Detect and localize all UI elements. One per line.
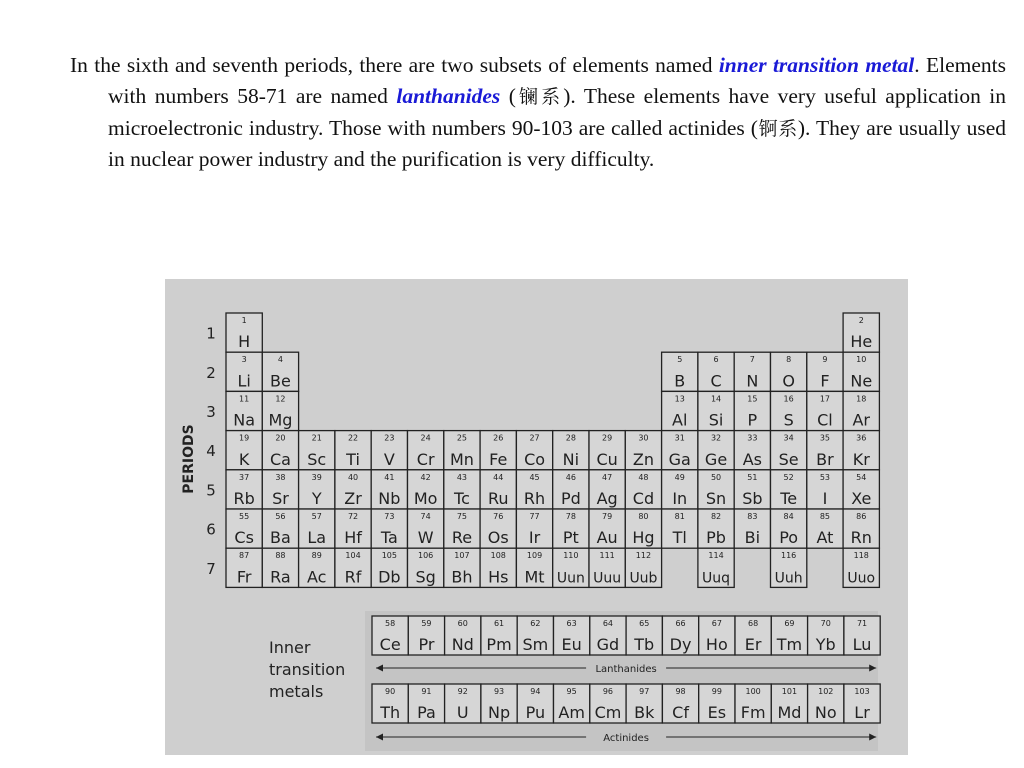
lanthanide-cell-pr-symbol: Pr	[418, 635, 435, 654]
element-cell-uun-symbol: Uun	[556, 570, 585, 587]
element-cell-fr-symbol: Fr	[236, 567, 252, 587]
actinide-cell-cf-number: 98	[675, 687, 686, 696]
element-cell-zn-number: 30	[638, 433, 649, 443]
element-cell-mn-number: 25	[456, 433, 468, 443]
periods-axis-label: PERIODS	[181, 424, 197, 494]
element-cell-as-number: 33	[747, 433, 758, 443]
element-cell-ir-symbol: Ir	[528, 528, 541, 548]
period-number-3: 3	[206, 403, 216, 421]
element-cell-o-symbol: O	[782, 371, 795, 391]
element-cell-ac-number: 89	[311, 551, 322, 561]
period-number-4: 4	[206, 442, 216, 461]
element-cell-s-number: 16	[783, 394, 794, 404]
element-cell-zr-number: 40	[347, 472, 359, 482]
element-cell-cr-number: 24	[420, 433, 431, 443]
element-cell-se-number: 34	[783, 433, 794, 443]
lanthanide-cell-eu-symbol: Eu	[561, 635, 582, 654]
element-cell-ga-symbol: Ga	[668, 449, 691, 469]
element-cell-au-symbol: Au	[596, 528, 618, 548]
element-cell-k-number: 19	[239, 433, 250, 443]
element-cell-in-number: 49	[674, 472, 685, 482]
period-number-1: 1	[206, 324, 216, 343]
element-cell-sb-symbol: Sb	[742, 489, 763, 508]
body-paragraph	[70, 50, 1006, 175]
element-cell-sg-number: 106	[418, 551, 434, 561]
actinide-cell-lr-number: 103	[854, 687, 870, 696]
element-cell-hg-symbol: Hg	[632, 528, 655, 548]
element-cell-cu-symbol: Cu	[596, 449, 618, 469]
actinide-cell-np-number: 93	[493, 687, 505, 696]
element-cell-nb-symbol: Nb	[378, 489, 401, 508]
element-cell-ta-number: 73	[384, 512, 395, 521]
actinide-cell-pa-symbol: Pa	[417, 703, 436, 722]
term-lanthanides: lanthanides	[396, 83, 501, 108]
element-cell-sg-symbol: Sg	[415, 567, 436, 587]
element-cell-uuh-number: 116	[781, 551, 797, 561]
element-cell-kr-number: 36	[856, 433, 867, 443]
actinide-cell-cf-symbol: Cf	[672, 703, 689, 722]
element-cell-tc-number: 43	[456, 472, 468, 482]
element-cell-he-number: 2	[858, 316, 864, 325]
element-cell-ar-number: 18	[856, 394, 867, 404]
element-cell-os-number: 76	[493, 512, 504, 521]
element-cell-si-symbol: Si	[708, 410, 724, 430]
element-cell-hf-number: 72	[347, 512, 359, 521]
element-cell-k-symbol: K	[238, 449, 250, 469]
lanthanide-cell-lu-symbol: Lu	[852, 635, 872, 654]
paragraph-text-4: ). These elements have very useful application in microelectronic industry. Those with numbers 90-103 are called actinides (	[108, 83, 1007, 140]
actinide-cell-bk-symbol: Bk	[634, 703, 655, 722]
element-cell-al-number: 13	[674, 394, 685, 404]
actinide-cell-md-number: 101	[781, 687, 798, 696]
element-cell-db-number: 105	[381, 551, 397, 561]
lanthanide-cell-er-number: 68	[748, 619, 759, 628]
element-cell-te-symbol: Te	[780, 489, 798, 508]
element-cell-fe-symbol: Fe	[489, 449, 508, 469]
element-cell-uuq-symbol: Uuq	[702, 570, 731, 587]
element-cell-sr-number: 38	[275, 472, 286, 482]
element-cell-br-number: 35	[819, 433, 831, 443]
element-cell-bh-number: 107	[454, 551, 470, 561]
element-cell-p-number: 15	[747, 394, 758, 404]
element-cell-mg-symbol: Mg	[268, 410, 293, 430]
element-cell-na-number: 11	[239, 394, 250, 404]
element-cell-tl-number: 81	[674, 512, 685, 521]
element-cell-cd-symbol: Cd	[632, 489, 655, 508]
element-cell-v-symbol: V	[383, 449, 395, 469]
element-cell-mt-symbol: Mt	[524, 567, 545, 587]
element-cell-bh-symbol: Bh	[451, 567, 473, 587]
element-cell-bi-symbol: Bi	[744, 528, 761, 548]
lanthanide-cell-gd-number: 64	[602, 619, 614, 628]
element-cell-uuo-number: 118	[853, 551, 869, 561]
element-cell-tl-symbol: Tl	[672, 528, 687, 548]
lanthanide-cell-yb-symbol: Yb	[815, 635, 836, 654]
element-cell-ra-symbol: Ra	[270, 567, 291, 587]
element-cell-uub-symbol: Uub	[629, 570, 658, 587]
caption-line-1: Inner	[269, 638, 311, 657]
element-cell-uuu-symbol: Uuu	[593, 570, 622, 587]
element-cell-ba-symbol: Ba	[270, 528, 291, 548]
element-cell-pb-number: 82	[710, 512, 722, 521]
lanthanide-cell-sm-symbol: Sm	[522, 635, 549, 654]
element-cell-uuo-symbol: Uuo	[847, 570, 876, 587]
actinide-cell-pu-symbol: Pu	[525, 703, 546, 722]
lanthanide-cell-lu-number: 71	[856, 619, 868, 628]
element-cell-po-symbol: Po	[779, 528, 799, 548]
element-cell-uuq-number: 114	[708, 551, 724, 561]
element-cell-uun-number: 110	[563, 551, 579, 561]
element-cell-mo-number: 42	[420, 472, 431, 482]
element-cell-h-symbol: H	[238, 332, 251, 352]
element-cell-o-number: 8	[786, 355, 792, 365]
element-cell-ti-number: 22	[347, 433, 359, 443]
element-cell-i-number: 53	[819, 472, 831, 482]
element-cell-po-number: 84	[783, 512, 794, 521]
lanthanide-cell-er-symbol: Er	[744, 635, 762, 654]
actinide-cell-am-symbol: Am	[558, 703, 585, 722]
element-cell-ag-number: 47	[602, 472, 613, 482]
lanthanide-cell-tm-symbol: Tm	[776, 635, 803, 654]
element-cell-mt-number: 109	[526, 551, 543, 561]
element-cell-cs-symbol: Cs	[234, 528, 254, 548]
element-cell-mg-number: 12	[275, 394, 286, 404]
element-cell-co-symbol: Co	[524, 449, 546, 469]
element-cell-rn-number: 86	[856, 512, 867, 521]
element-cell-la-number: 57	[311, 512, 322, 521]
element-cell-b-symbol: B	[674, 371, 686, 391]
lanthanide-cell-ce-number: 58	[385, 619, 396, 628]
element-cell-pd-number: 46	[565, 472, 576, 482]
element-cell-fe-number: 26	[493, 433, 504, 443]
actinide-cell-np-symbol: Np	[487, 703, 511, 722]
element-cell-cl-number: 17	[819, 394, 831, 404]
paragraph-text-5: ). They are usually used in nuclear power industry and the purification is very difficulty.	[108, 115, 1006, 172]
element-cell-au-number: 79	[602, 512, 613, 521]
element-cell-ca-number: 20	[275, 433, 286, 443]
element-cell-ga-number: 31	[674, 433, 685, 443]
element-cell-ac-symbol: Ac	[307, 567, 327, 587]
actinide-cell-no-number: 102	[818, 687, 834, 696]
element-cell-cd-number: 48	[638, 472, 649, 482]
actinide-cell-cm-symbol: Cm	[594, 703, 622, 722]
element-cell-ca-symbol: Ca	[269, 449, 291, 469]
element-cell-v-number: 23	[384, 433, 395, 443]
element-cell-f-number: 9	[822, 355, 828, 365]
actinide-cell-bk-number: 97	[639, 687, 650, 696]
paragraph-text-2: . Elements with numbers 58-71 are named	[108, 53, 1006, 108]
element-cell-p-symbol: P	[747, 410, 758, 430]
actinide-cell-u-symbol: U	[456, 703, 469, 722]
actinide-cell-es-number: 99	[711, 687, 722, 696]
element-cell-pt-symbol: Pt	[562, 528, 579, 548]
actinide-cell-cm-number: 96	[602, 687, 614, 696]
element-cell-la-symbol: La	[307, 528, 327, 548]
element-cell-ru-symbol: Ru	[487, 489, 509, 508]
actinide-cell-es-symbol: Es	[707, 703, 727, 722]
element-cell-hf-symbol: Hf	[344, 528, 362, 548]
element-cell-se-symbol: Se	[778, 449, 799, 469]
actinide-cell-th-number: 90	[385, 687, 396, 696]
element-cell-te-number: 52	[783, 472, 794, 482]
element-cell-hs-symbol: Hs	[488, 567, 509, 587]
element-cell-mn-symbol: Mn	[449, 449, 474, 469]
element-cell-rf-symbol: Rf	[344, 567, 362, 587]
element-cell-mo-symbol: Mo	[413, 489, 438, 508]
element-cell-co-number: 27	[529, 433, 540, 443]
chinese-actinides: 锕系	[757, 117, 798, 140]
element-cell-nb-number: 41	[384, 472, 395, 482]
actinide-cell-fm-symbol: Fm	[740, 703, 766, 722]
element-cell-n-symbol: N	[746, 371, 759, 391]
actinide-cell-fm-number: 100	[745, 687, 761, 696]
periodic-table-figure	[165, 279, 908, 755]
element-cell-ne-number: 10	[856, 355, 867, 365]
actinide-cell-lr-symbol: Lr	[854, 703, 870, 722]
element-cell-y-symbol: Y	[311, 489, 322, 508]
period-number-2: 2	[206, 363, 216, 382]
actinide-cell-th-symbol: Th	[380, 703, 401, 722]
element-cell-ti-symbol: Ti	[346, 449, 360, 469]
actinide-cell-md-symbol: Md	[777, 703, 802, 722]
actinide-cell-pa-number: 91	[421, 687, 432, 696]
element-cell-rb-symbol: Rb	[233, 489, 255, 508]
element-cell-in-symbol: In	[672, 489, 688, 508]
element-cell-li-symbol: Li	[237, 371, 251, 391]
lanthanide-cell-eu-number: 63	[566, 619, 577, 628]
lanthanide-cell-dy-symbol: Dy	[669, 635, 692, 654]
element-cell-cs-number: 55	[239, 512, 250, 521]
element-cell-ar-symbol: Ar	[852, 410, 871, 430]
periodic-table-photo	[165, 279, 908, 755]
element-cell-hg-number: 80	[638, 512, 649, 521]
element-cell-w-symbol: W	[417, 528, 434, 548]
element-cell-n-number: 7	[749, 355, 755, 365]
paragraph-text-3: (	[508, 83, 516, 108]
lanthanide-cell-tb-number: 65	[639, 619, 650, 628]
element-cell-sc-number: 21	[311, 433, 322, 443]
element-cell-sn-number: 50	[710, 472, 722, 482]
element-cell-at-symbol: At	[816, 528, 834, 548]
lanthanide-cell-tb-symbol: Tb	[634, 635, 655, 654]
element-cell-rh-symbol: Rh	[523, 489, 546, 508]
element-cell-ba-number: 56	[275, 512, 286, 521]
element-cell-fr-number: 87	[239, 551, 250, 561]
lanthanide-cell-nd-number: 60	[457, 619, 468, 628]
element-cell-pd-symbol: Pd	[560, 489, 581, 508]
element-cell-uuh-symbol: Uuh	[774, 570, 803, 587]
element-cell-sb-number: 51	[747, 472, 758, 482]
chinese-lanthanides: 镧系	[515, 85, 564, 108]
element-cell-na-symbol: Na	[233, 410, 256, 430]
actinide-cell-u-number: 92	[457, 687, 468, 696]
element-cell-ta-symbol: Ta	[380, 528, 398, 548]
element-cell-os-symbol: Os	[487, 528, 509, 548]
element-cell-c-number: 6	[713, 355, 719, 365]
element-cell-cu-number: 29	[602, 433, 613, 443]
period-number-5: 5	[206, 481, 216, 500]
element-cell-rb-number: 37	[239, 472, 250, 482]
element-cell-pt-number: 78	[565, 512, 576, 521]
lanthanide-cell-dy-number: 66	[675, 619, 686, 628]
element-cell-h-number: 1	[241, 316, 247, 325]
element-cell-ra-number: 88	[275, 551, 286, 561]
lanthanides-range-label: Lanthanides	[595, 664, 657, 675]
element-cell-rn-symbol: Rn	[850, 528, 872, 548]
actinide-cell-no-symbol: No	[814, 703, 837, 722]
element-cell-w-number: 74	[420, 512, 431, 521]
lanthanide-cell-pr-number: 59	[421, 619, 432, 628]
element-cell-br-symbol: Br	[816, 449, 834, 469]
element-cell-cr-symbol: Cr	[416, 449, 435, 469]
term-inner-transition-metal: inner transition metal	[718, 53, 915, 77]
element-cell-re-number: 75	[456, 512, 468, 521]
actinide-cell-pu-number: 94	[530, 687, 541, 696]
actinides-range-label: Actinides	[603, 733, 649, 744]
period-number-6: 6	[206, 520, 216, 539]
element-cell-li-number: 3	[241, 355, 247, 365]
element-cell-sr-symbol: Sr	[272, 489, 289, 508]
element-cell-ni-symbol: Ni	[562, 449, 580, 469]
paragraph-text-1: In the sixth and seventh periods, there are two subsets of elements named	[70, 53, 713, 77]
element-cell-as-symbol: As	[742, 449, 762, 469]
element-cell-he-symbol: He	[850, 332, 873, 352]
lanthanide-cell-yb-number: 70	[820, 619, 831, 628]
element-cell-db-symbol: Db	[378, 567, 401, 587]
caption-line-2: transition	[269, 660, 346, 679]
element-cell-sn-symbol: Sn	[705, 489, 727, 508]
element-cell-at-number: 85	[819, 512, 831, 521]
lanthanide-cell-pm-number: 61	[493, 619, 505, 628]
caption-line-3: metals	[269, 682, 324, 701]
element-cell-ag-symbol: Ag	[596, 489, 618, 508]
element-cell-f-symbol: F	[820, 371, 830, 391]
lanthanide-cell-nd-symbol: Nd	[451, 635, 474, 654]
element-cell-cl-symbol: Cl	[817, 410, 833, 430]
element-cell-hs-number: 108	[490, 551, 506, 561]
element-cell-be-number: 4	[277, 355, 283, 365]
element-cell-ni-number: 28	[565, 433, 576, 443]
lanthanide-cell-ce-symbol: Ce	[379, 635, 401, 654]
lanthanide-cell-pm-symbol: Pm	[486, 635, 512, 654]
element-cell-bi-number: 83	[747, 512, 758, 521]
element-cell-y-number: 39	[311, 472, 322, 482]
period-number-7: 7	[206, 559, 216, 578]
element-cell-ge-number: 32	[710, 433, 722, 443]
element-cell-al-symbol: Al	[672, 410, 688, 430]
element-cell-zn-symbol: Zn	[632, 449, 655, 469]
element-cell-be-symbol: Be	[270, 371, 291, 391]
element-cell-re-symbol: Re	[451, 528, 473, 548]
element-cell-sc-symbol: Sc	[307, 449, 327, 469]
lanthanide-cell-ho-symbol: Ho	[705, 635, 728, 654]
element-cell-tc-symbol: Tc	[454, 489, 470, 508]
element-cell-pb-symbol: Pb	[706, 528, 726, 548]
lanthanide-cell-sm-number: 62	[530, 619, 541, 628]
element-cell-xe-number: 54	[856, 472, 867, 482]
element-cell-kr-symbol: Kr	[852, 449, 870, 469]
element-cell-uuu-number: 111	[599, 551, 615, 561]
element-cell-rf-number: 104	[345, 551, 361, 561]
element-cell-ir-number: 77	[529, 512, 540, 521]
element-cell-s-symbol: S	[783, 410, 794, 430]
lanthanide-cell-tm-number: 69	[784, 619, 795, 628]
element-cell-rh-number: 45	[529, 472, 540, 482]
element-cell-ge-symbol: Ge	[704, 449, 728, 469]
lanthanide-cell-ho-number: 67	[711, 619, 722, 628]
element-cell-si-number: 14	[710, 394, 722, 404]
element-cell-ru-number: 44	[493, 472, 504, 482]
element-cell-b-number: 5	[677, 355, 683, 365]
actinide-cell-am-number: 95	[566, 687, 577, 696]
element-cell-i-symbol: I	[822, 489, 828, 508]
element-cell-zr-symbol: Zr	[344, 489, 362, 508]
element-cell-xe-symbol: Xe	[851, 489, 872, 508]
element-cell-ne-symbol: Ne	[850, 371, 873, 391]
element-cell-uub-number: 112	[635, 551, 652, 561]
lanthanide-cell-gd-symbol: Gd	[596, 635, 620, 654]
element-cell-c-symbol: C	[710, 371, 722, 391]
